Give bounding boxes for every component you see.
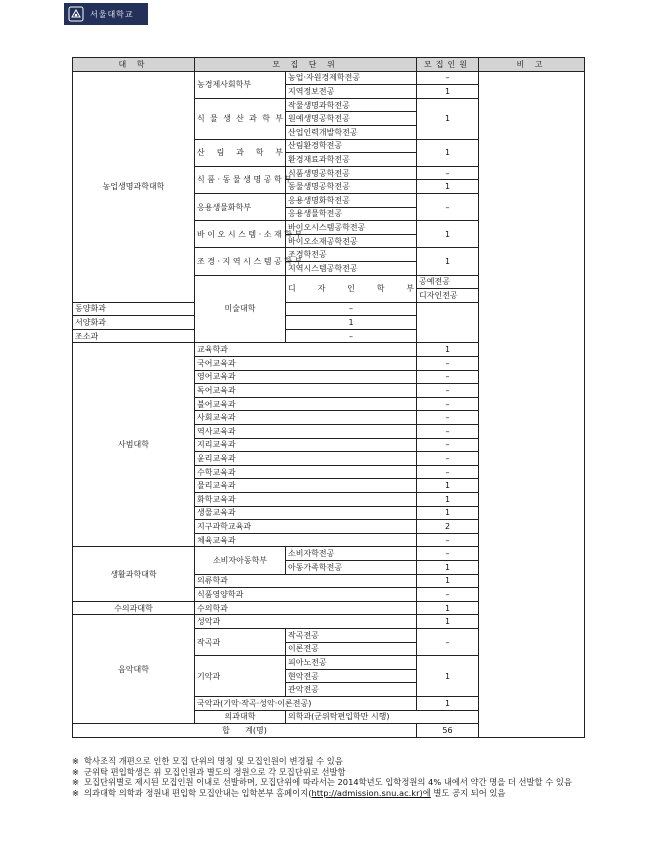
admission-link[interactable]: http://admission.snu.ac.kr: [311, 787, 420, 798]
note-text: 군위탁 편입학생은 위 모집인원과 별도의 정원으로 각 모집단위로 선발함: [84, 766, 346, 777]
note-text-mid: )에: [419, 787, 431, 798]
quota-cell: 2: [417, 520, 479, 534]
unit-cell: 수학교육과: [195, 465, 417, 479]
unit-cell: 성악과: [195, 615, 417, 629]
university-emblem-icon: [68, 6, 84, 22]
quota-cell: 1: [417, 98, 479, 139]
college-cell: 사범대학: [73, 343, 195, 547]
unit-cell: 바 이 오 시 스 템 · 소 재 학 부: [195, 221, 286, 248]
college-cell: 음악대학: [73, 615, 195, 724]
major-cell: 농업·자원경제학전공: [286, 71, 417, 85]
logo-text: 서울대학교: [90, 9, 134, 19]
major-cell: 피아노전공: [286, 656, 417, 670]
quota-cell: 1: [417, 493, 479, 507]
quota-cell: –: [417, 438, 479, 452]
header-unit: 모 집 단 위: [195, 58, 417, 72]
quota-cell: –: [417, 588, 479, 602]
major-cell: 현악전공: [286, 669, 417, 683]
major-cell: 작물생명과학전공: [286, 98, 417, 112]
unit-cell: 물리교육과: [195, 479, 417, 493]
note-mark: ※: [72, 787, 79, 798]
quota-cell: 1: [417, 601, 479, 615]
unit-cell: 농경제사회학부: [195, 71, 286, 98]
university-logo[interactable]: [64, 3, 148, 25]
quota-cell: 1: [417, 85, 479, 99]
note-mark: ※: [72, 766, 79, 777]
unit-cell: 디 자 인 학 부: [286, 275, 417, 302]
major-cell: 바이오소재공학전공: [286, 234, 417, 248]
quota-cell: 1: [417, 479, 479, 493]
remarks-cell: [479, 71, 585, 737]
major-cell: 원예생명공학전공: [286, 112, 417, 126]
header-remarks: 비 고: [479, 58, 585, 72]
major-cell: 산업인력개발학전공: [286, 125, 417, 139]
unit-cell: 수의학과: [195, 601, 417, 615]
major-cell: 바이오시스템공학전공: [286, 221, 417, 235]
unit-cell: 화학교육과: [195, 493, 417, 507]
note-mark: ※: [72, 756, 79, 766]
quota-cell: –: [417, 465, 479, 479]
table-row: [73, 71, 585, 85]
unit-cell: 소비자아동학부: [195, 547, 286, 574]
note-item: [72, 767, 612, 778]
admission-quota-table: [72, 57, 585, 738]
major-cell: 아동가족학전공: [286, 560, 417, 574]
unit-cell: 생물교육과: [195, 506, 417, 520]
unit-cell: 식 물 생 산 과 학 부: [195, 98, 286, 139]
quota-cell: –: [417, 533, 479, 547]
major-cell: 소비자학전공: [286, 547, 417, 561]
unit-cell: 서양화과: [73, 316, 286, 330]
unit-cell: 국어교육과: [195, 357, 417, 371]
major-cell: 응용생명화학전공: [286, 193, 417, 207]
note-text: 학사조직 개편으로 인한 모집 단위의 명칭 및 모집인원이 변경될 수 있음: [84, 756, 343, 766]
major-cell: 이론전공: [286, 642, 417, 656]
quota-cell: –: [417, 71, 479, 85]
major-cell: 조경학전공: [286, 248, 417, 262]
table-header-row: [73, 58, 585, 72]
major-cell: 관악전공: [286, 683, 417, 697]
quota-cell: 1: [417, 139, 479, 166]
unit-cell: 작곡과: [195, 628, 286, 655]
college-cell: 농업생명과학대학: [73, 71, 195, 302]
quota-cell: 1: [417, 506, 479, 520]
quota-cell: 1: [417, 696, 479, 710]
note-item: [72, 777, 612, 788]
unit-cell: 지구과학교육과: [195, 520, 417, 534]
unit-cell: 교육학과: [195, 343, 417, 357]
unit-cell: 산 림 과 학 부: [195, 139, 286, 166]
unit-cell: 체육교육과: [195, 533, 417, 547]
note-mark: ※: [72, 777, 79, 788]
unit-cell: 지리교육과: [195, 438, 417, 452]
note-text: [84, 788, 612, 799]
quota-cell: 1: [417, 615, 479, 629]
note-item: [72, 788, 612, 799]
major-cell: 공예전공: [417, 275, 479, 289]
quota-cell: –: [417, 193, 479, 220]
quota-cell: 1: [417, 180, 479, 194]
major-cell: 산림환경학전공: [286, 139, 417, 153]
unit-cell: 의류학과: [195, 574, 417, 588]
unit-cell: 불어교육과: [195, 397, 417, 411]
major-cell: 지역시스템공학전공: [286, 261, 417, 275]
unit-cell: 동양화과: [73, 302, 286, 316]
quota-cell: –: [417, 425, 479, 439]
quota-cell: –: [286, 302, 417, 316]
note-text-post: 별도 공지 되어 있음: [430, 787, 506, 798]
note-text-pre: 의과대학 의학과 정원내 편입학 모집안내는 입학본부 홈페이지(: [84, 787, 312, 798]
header-college: 대 학: [73, 58, 195, 72]
total-value: 56: [417, 724, 479, 738]
major-cell: 환경재료과학전공: [286, 153, 417, 167]
quota-cell: –: [417, 397, 479, 411]
total-label: 합 계(명): [73, 724, 417, 738]
quota-cell: –: [286, 329, 417, 343]
quota-cell: 1: [417, 343, 479, 357]
note-item: [72, 756, 612, 767]
quota-cell: –: [417, 411, 479, 425]
quota-cell: 1: [417, 560, 479, 574]
major-cell: 디자인전공: [417, 289, 479, 303]
quota-cell: –: [417, 384, 479, 398]
quota-cell: 1: [417, 221, 479, 248]
page-header: [0, 0, 652, 28]
unit-cell: 조 경 · 지 역 시 스 템 공 학 부: [195, 248, 286, 275]
quota-cell: –: [417, 357, 479, 371]
quota-cell: –: [417, 628, 479, 655]
note-text: 모집단위별로 제시된 모집인원 이내로 선발하며, 모집단위에 따라서는 2014학년도 입학정원의 4% 내에서 약간 명을 더 선발할 수 있음: [84, 777, 572, 788]
quota-cell: –: [417, 452, 479, 466]
major-cell: 동물생명공학전공: [286, 180, 417, 194]
unit-cell: 식 품 · 동 물 생 명 공 학 부: [195, 166, 286, 193]
college-cell: 의과대학: [195, 710, 286, 724]
unit-cell: 윤리교육과: [195, 452, 417, 466]
quota-cell: 1: [417, 656, 479, 697]
unit-cell: 조소과: [73, 329, 286, 343]
major-cell: 식품생명공학전공: [286, 166, 417, 180]
unit-cell: 의학과(군위탁편입학만 시행): [286, 710, 479, 724]
college-cell: 수의과대학: [73, 601, 195, 615]
unit-cell: 기악과: [195, 656, 286, 697]
major-cell: 응용생물학전공: [286, 207, 417, 221]
major-cell: 작곡전공: [286, 628, 417, 642]
quota-cell: 1: [417, 248, 479, 275]
header-quota: 모집인원: [417, 58, 479, 72]
unit-cell: 영어교육과: [195, 370, 417, 384]
quota-cell: –: [417, 370, 479, 384]
quota-cell: –: [417, 166, 479, 180]
unit-cell: 응용생물화학부: [195, 193, 286, 220]
unit-cell: 독어교육과: [195, 384, 417, 398]
unit-cell: 식품영양학과: [195, 588, 417, 602]
college-cell: 미술대학: [195, 275, 286, 343]
unit-cell: 국악과(기악·작곡·성악·이론전공): [195, 696, 417, 710]
notes-section: [72, 756, 612, 798]
quota-cell: –: [417, 547, 479, 561]
unit-cell: 역사교육과: [195, 425, 417, 439]
major-cell: 지역정보전공: [286, 85, 417, 99]
quota-cell: 1: [286, 316, 417, 330]
unit-cell: 사회교육과: [195, 411, 417, 425]
college-cell: 생활과학대학: [73, 547, 195, 601]
quota-cell: 1: [417, 574, 479, 588]
